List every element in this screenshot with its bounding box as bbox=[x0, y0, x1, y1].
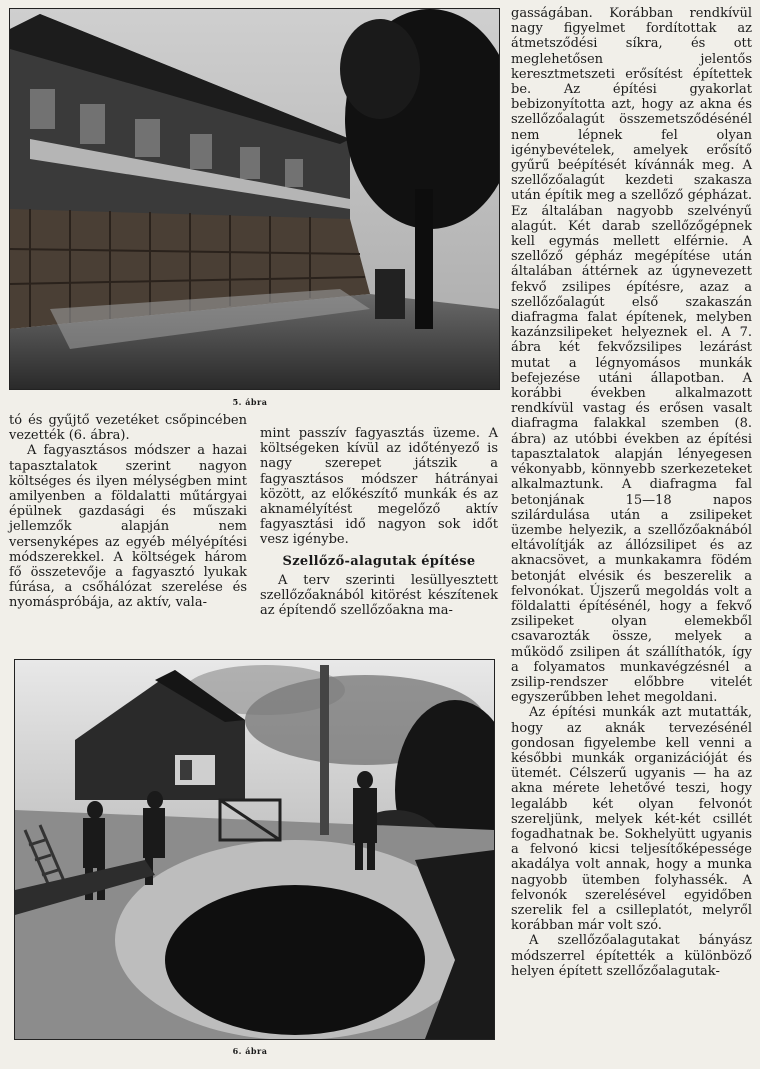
figure-6-photo bbox=[14, 659, 495, 1040]
paragraph: Az építési munkák azt mutatták, hogy az aknák tervezésénél gondosan figyelembe kell venni a későbbi munkák organizációját és ütemét. Célszerű ugyanis — ha az akna mérete lehetővé teszi, hogy legalább két olyan felvonót szereljünk, melyek két-két csillét fogadhatnak be. Sokhelyütt ugyanis a felvonó kicsi teljesítőképessége akadálya volt annak, hogy a munka nagyobb ütemben folyhassék. A felvonók szerelésével egyidőben szerelik fel a csilleplatót, melyről korábban már volt szó. bbox=[511, 705, 752, 934]
figure-6-caption: 6. ábra bbox=[232, 1046, 268, 1056]
middle-column bbox=[260, 426, 498, 618]
paragraph: A szellőzőalagutakat bányász módszerrel építették a különböző helyen épített szellőzőalagutak- bbox=[511, 933, 752, 979]
paragraph: mint passzív fagyasztás üzeme. A költségeken kívül az időtényező is nagy szerepet játszik a fagyasztásos módszer hátrányai között, az előkészítő munkák és az aknamélyítést megelőző aktív fagyasztási idő nagyon sok időt vesz igénybe. bbox=[260, 426, 498, 548]
left-column bbox=[9, 413, 247, 611]
right-column bbox=[511, 6, 752, 979]
paragraph: A terv szerinti lesüllyesztett szellőzőaknából kitörést készítenek az építendő szellőzőakna ma- bbox=[260, 572, 498, 619]
figure-5-photo bbox=[9, 8, 500, 390]
section-heading: Szellőző-alagutak építése bbox=[282, 553, 476, 569]
paragraph: gasságában. Korábban rendkívül nagy figyelmet fordítottak az átmetsződési síkra, és ott meglehetősen jelentős keresztmetszeti erősítést építettek be. Az építési gyakorlat bebizonyította azt, hogy az akna és szellőzőalagút összemetsződésénél nem lépnek fel olyan igénybevételek, amelyek erősítő gyűrű beépítését kívánnák meg. A szellőzőalagút kezdeti szakasza után építik meg a szellőző gépházat. Ez általában nagyobb szelvényű alagút. Két darab szellőzőgépnek kell egymás mellett elférnie. A szellőző gépház megépítése után általában áttérnek az úgynevezett fekvő zsilipes építésre, azaz a szellőzőalagút első szakaszán diafragma falat építenek, melyben kazánzsilipeket helyeznek el. A 7. ábra két fekvőzsilipes lezárást mutat a légnyomásos munkák befejezése utáni állapotban. A korábbi években alkalmazott rendkívül vastag és erősen vasalt diafragma falakkal szemben (8. ábra) az utóbbi években az építési tapasztalatok alapján lényegesen vékonyabb, könnyebb szerkezeteket alkalmaztunk. A diafragma fal betonjának 15—18 napos szilárdulása után a zsilipeket üzembe helyezik, a szellőzőaknából eltávolítják az állózsilipet és az aknacsövet, a munkakamra födém betonját elvésik és beszerelik a felvonókat. Újszerű megoldás volt a földalatti építésénél, hogy a fekvő zsilipeket olyan elemekből csavarozták össze, melyek a működő zsilipen át szállíthatók, így a folyamatos munkavégzésnél a zsilip-rendszer előbbre vitelét egyszerűbben lehet megoldani. bbox=[511, 6, 752, 706]
paragraph: tó és gyűjtő vezetéket csőpincében vezették (6. ábra). bbox=[9, 413, 247, 444]
paragraph: A fagyasztásos módszer a hazai tapasztalatok szerint nagyon költséges és ilyen mélységben mint amilyenben a földalatti műtárgyai épülnek gazdasági és műszaki jellemzők alapján nem versenyképes az egyéb mélyépítési módszerekkel. A költségek három fő összetevője a fagyasztó lyukak fúrása, a csőhálózat szerelése és nyomáspróbája, az aktív, vala- bbox=[9, 443, 247, 611]
figure-5-caption: 5. ábra bbox=[232, 397, 268, 407]
